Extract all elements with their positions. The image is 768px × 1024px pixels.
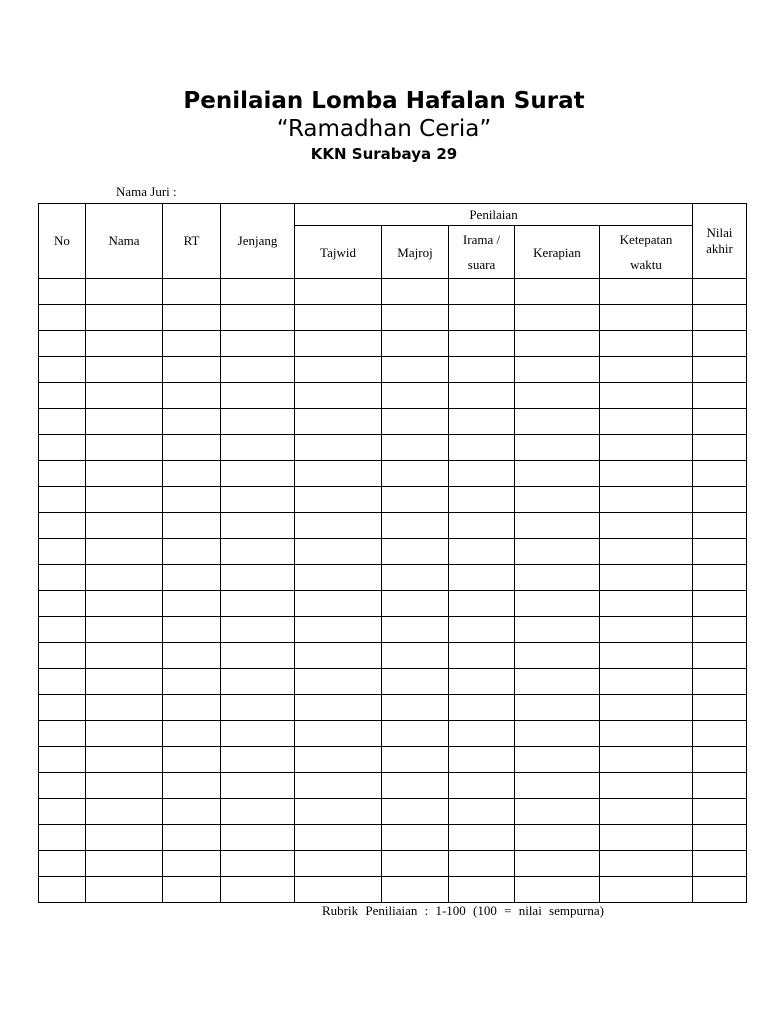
table-cell — [382, 695, 449, 721]
table-cell — [693, 643, 747, 669]
table-cell — [600, 435, 693, 461]
table-cell — [221, 617, 295, 643]
table-row — [39, 877, 747, 903]
table-cell — [39, 539, 86, 565]
table-cell — [221, 799, 295, 825]
table-cell — [221, 747, 295, 773]
table-cell — [221, 565, 295, 591]
table-cell — [449, 747, 515, 773]
table-cell — [515, 461, 600, 487]
table-cell — [382, 643, 449, 669]
table-cell — [515, 565, 600, 591]
table-cell — [600, 487, 693, 513]
organizer-label: KKN Surabaya 29 — [310, 145, 458, 163]
table-cell — [600, 305, 693, 331]
table-cell — [295, 331, 382, 357]
table-cell — [163, 487, 221, 513]
table-cell — [382, 773, 449, 799]
table-cell — [382, 513, 449, 539]
event-subtitle: “Ramadhan Ceria” — [276, 116, 492, 142]
table-cell — [600, 747, 693, 773]
table-cell — [295, 591, 382, 617]
table-cell — [449, 669, 515, 695]
table-row — [39, 279, 747, 305]
table-cell — [693, 305, 747, 331]
table-cell — [295, 357, 382, 383]
table-cell — [39, 617, 86, 643]
table-cell — [163, 565, 221, 591]
col-header-penilaian: Penilaian — [295, 204, 693, 226]
table-cell — [382, 461, 449, 487]
table-cell — [163, 695, 221, 721]
table-cell — [221, 513, 295, 539]
table-cell — [163, 773, 221, 799]
table-cell — [382, 851, 449, 877]
table-cell — [693, 617, 747, 643]
table-cell — [86, 279, 163, 305]
table-row — [39, 487, 747, 513]
table-cell — [39, 721, 86, 747]
table-cell — [600, 877, 693, 903]
table-cell — [449, 851, 515, 877]
table-cell — [163, 539, 221, 565]
table-cell — [163, 513, 221, 539]
table-cell — [693, 331, 747, 357]
table-cell — [221, 877, 295, 903]
table-cell — [449, 591, 515, 617]
table-cell — [86, 799, 163, 825]
table-cell — [163, 279, 221, 305]
table-cell — [693, 773, 747, 799]
table-cell — [449, 825, 515, 851]
nilai-akhir-line1: Nilai — [706, 225, 733, 240]
table-cell — [449, 279, 515, 305]
table-cell — [515, 773, 600, 799]
table-cell — [86, 721, 163, 747]
table-row — [39, 799, 747, 825]
rubric-note: Rubrik Peniliaian : 1-100 (100 = nilai sempurna) — [322, 903, 604, 918]
table-cell — [221, 825, 295, 851]
table-cell — [600, 591, 693, 617]
table-cell — [163, 357, 221, 383]
table-cell — [86, 851, 163, 877]
table-cell — [39, 643, 86, 669]
table-cell — [693, 383, 747, 409]
col-header-nilai-akhir — [693, 204, 747, 279]
table-row — [39, 591, 747, 617]
table-cell — [449, 721, 515, 747]
table-cell — [221, 539, 295, 565]
table-cell — [693, 461, 747, 487]
table-cell — [39, 565, 86, 591]
subcol-header-tajwid: Tajwid — [295, 226, 382, 279]
table-cell — [449, 461, 515, 487]
table-cell — [163, 461, 221, 487]
table-cell — [163, 877, 221, 903]
table-row — [39, 851, 747, 877]
col-header-rt: RT — [163, 204, 221, 279]
table-cell — [86, 773, 163, 799]
table-cell — [86, 591, 163, 617]
subcol-header-majroj: Majroj — [382, 226, 449, 279]
table-cell — [39, 357, 86, 383]
table-cell — [600, 331, 693, 357]
table-cell — [86, 565, 163, 591]
table-cell — [163, 409, 221, 435]
table-cell — [39, 851, 86, 877]
table-cell — [39, 461, 86, 487]
table-row — [39, 773, 747, 799]
table-cell — [382, 617, 449, 643]
ketepatan-line1: Ketepatan — [619, 232, 673, 247]
table-cell — [39, 695, 86, 721]
table-cell — [449, 799, 515, 825]
table-cell — [382, 279, 449, 305]
table-cell — [600, 513, 693, 539]
table-cell — [382, 721, 449, 747]
ketepatan-line2: waktu — [630, 257, 662, 272]
table-cell — [295, 773, 382, 799]
table-cell — [86, 643, 163, 669]
table-cell — [295, 279, 382, 305]
table-cell — [693, 539, 747, 565]
table-cell — [449, 877, 515, 903]
table-cell — [86, 461, 163, 487]
page-title: Penilaian Lomba Hafalan Surat — [183, 88, 585, 114]
table-cell — [295, 747, 382, 773]
table-row — [39, 539, 747, 565]
irama-line2: suara — [467, 257, 496, 272]
table-cell — [86, 747, 163, 773]
table-cell — [515, 357, 600, 383]
table-cell — [39, 513, 86, 539]
table-cell — [39, 747, 86, 773]
table-cell — [295, 435, 382, 461]
table-cell — [86, 305, 163, 331]
table-cell — [86, 357, 163, 383]
table-row — [39, 747, 747, 773]
table-cell — [693, 513, 747, 539]
table-row — [39, 617, 747, 643]
table-cell — [295, 305, 382, 331]
table-cell — [515, 279, 600, 305]
table-cell — [163, 721, 221, 747]
table-cell — [693, 409, 747, 435]
table-cell — [86, 825, 163, 851]
table-cell — [449, 513, 515, 539]
table-cell — [515, 331, 600, 357]
irama-line1: Irama / — [462, 232, 501, 247]
table-row — [39, 357, 747, 383]
table-cell — [221, 331, 295, 357]
table-cell — [163, 825, 221, 851]
table-cell — [600, 279, 693, 305]
table-cell — [39, 279, 86, 305]
table-cell — [693, 695, 747, 721]
table-cell — [221, 487, 295, 513]
table-cell — [515, 383, 600, 409]
table-cell — [163, 799, 221, 825]
table-cell — [600, 461, 693, 487]
table-cell — [600, 539, 693, 565]
table-cell — [382, 825, 449, 851]
table-cell — [515, 851, 600, 877]
table-cell — [39, 877, 86, 903]
table-cell — [39, 669, 86, 695]
table-cell — [163, 851, 221, 877]
table-cell — [163, 383, 221, 409]
table-cell — [600, 409, 693, 435]
table-cell — [600, 825, 693, 851]
table-cell — [86, 513, 163, 539]
table-cell — [382, 539, 449, 565]
scoring-table — [38, 203, 747, 903]
table-cell — [295, 513, 382, 539]
col-header-nama: Nama — [86, 204, 163, 279]
table-cell — [515, 435, 600, 461]
table-cell — [600, 773, 693, 799]
table-cell — [39, 487, 86, 513]
table-cell — [600, 617, 693, 643]
table-cell — [295, 565, 382, 591]
table-cell — [693, 487, 747, 513]
table-cell — [600, 721, 693, 747]
table-cell — [449, 773, 515, 799]
table-cell — [449, 617, 515, 643]
table-cell — [221, 851, 295, 877]
table-cell — [163, 617, 221, 643]
table-cell — [600, 669, 693, 695]
table-cell — [600, 851, 693, 877]
table-cell — [693, 435, 747, 461]
table-row — [39, 331, 747, 357]
table-cell — [86, 409, 163, 435]
table-cell — [382, 487, 449, 513]
table-cell — [382, 305, 449, 331]
table-cell — [39, 435, 86, 461]
table-cell — [515, 305, 600, 331]
table-cell — [693, 825, 747, 851]
table-cell — [515, 877, 600, 903]
table-cell — [449, 357, 515, 383]
table-cell — [449, 695, 515, 721]
table-cell — [515, 513, 600, 539]
table-cell — [295, 799, 382, 825]
table-cell — [86, 669, 163, 695]
table-cell — [693, 877, 747, 903]
table-cell — [382, 383, 449, 409]
table-cell — [515, 643, 600, 669]
table-cell — [39, 799, 86, 825]
table-cell — [86, 331, 163, 357]
table-cell — [295, 669, 382, 695]
table-cell — [449, 487, 515, 513]
table-cell — [86, 383, 163, 409]
table-cell — [515, 695, 600, 721]
table-cell — [221, 435, 295, 461]
table-cell — [86, 617, 163, 643]
table-cell — [39, 591, 86, 617]
table-cell — [86, 435, 163, 461]
table-cell — [693, 851, 747, 877]
table-row — [39, 669, 747, 695]
table-cell — [693, 591, 747, 617]
table-cell — [39, 331, 86, 357]
table-cell — [693, 721, 747, 747]
table-cell — [449, 409, 515, 435]
table-cell — [515, 825, 600, 851]
table-cell — [39, 305, 86, 331]
table-cell — [382, 747, 449, 773]
table-cell — [221, 383, 295, 409]
table-cell — [295, 383, 382, 409]
table-cell — [382, 877, 449, 903]
table-cell — [39, 773, 86, 799]
table-cell — [449, 565, 515, 591]
table-cell — [449, 331, 515, 357]
subcol-header-irama — [449, 226, 515, 279]
table-cell — [382, 435, 449, 461]
table-cell — [449, 305, 515, 331]
table-cell — [295, 643, 382, 669]
table-cell — [449, 539, 515, 565]
table-row — [39, 513, 747, 539]
table-cell — [382, 409, 449, 435]
table-cell — [163, 435, 221, 461]
table-cell — [515, 669, 600, 695]
table-cell — [221, 773, 295, 799]
table-row — [39, 461, 747, 487]
col-header-no: No — [39, 204, 86, 279]
table-cell — [515, 617, 600, 643]
table-cell — [86, 695, 163, 721]
table-row — [39, 383, 747, 409]
table-cell — [295, 409, 382, 435]
table-cell — [163, 669, 221, 695]
table-cell — [295, 539, 382, 565]
table-cell — [163, 747, 221, 773]
table-cell — [295, 877, 382, 903]
table-cell — [515, 721, 600, 747]
table-cell — [693, 565, 747, 591]
table-cell — [600, 565, 693, 591]
table-row — [39, 825, 747, 851]
table-cell — [163, 591, 221, 617]
table-cell — [382, 591, 449, 617]
table-row — [39, 305, 747, 331]
table-cell — [693, 799, 747, 825]
table-cell — [163, 643, 221, 669]
table-cell — [221, 643, 295, 669]
table-cell — [600, 643, 693, 669]
table-cell — [449, 383, 515, 409]
table-cell — [382, 331, 449, 357]
table-cell — [163, 331, 221, 357]
table-cell — [221, 409, 295, 435]
table-cell — [600, 357, 693, 383]
table-row — [39, 409, 747, 435]
table-cell — [600, 383, 693, 409]
table-cell — [39, 825, 86, 851]
table-cell — [693, 279, 747, 305]
table-cell — [221, 695, 295, 721]
table-row — [39, 435, 747, 461]
table-cell — [295, 617, 382, 643]
table-cell — [515, 799, 600, 825]
table-cell — [295, 695, 382, 721]
table-cell — [449, 643, 515, 669]
table-cell — [295, 851, 382, 877]
table-cell — [449, 435, 515, 461]
table-cell — [382, 669, 449, 695]
table-cell — [221, 461, 295, 487]
table-row — [39, 643, 747, 669]
col-header-jenjang: Jenjang — [221, 204, 295, 279]
table-cell — [382, 565, 449, 591]
table-cell — [221, 305, 295, 331]
table-cell — [515, 747, 600, 773]
table-cell — [39, 409, 86, 435]
nilai-akhir-line2: akhir — [706, 241, 733, 256]
table-cell — [163, 305, 221, 331]
table-cell — [693, 747, 747, 773]
table-cell — [221, 721, 295, 747]
table-cell — [515, 409, 600, 435]
table-cell — [382, 357, 449, 383]
table-cell — [86, 487, 163, 513]
table-cell — [600, 799, 693, 825]
table-cell — [221, 279, 295, 305]
table-cell — [515, 487, 600, 513]
table-cell — [221, 357, 295, 383]
scoring-table-body — [39, 279, 747, 903]
table-cell — [515, 591, 600, 617]
table-cell — [39, 383, 86, 409]
table-cell — [295, 825, 382, 851]
table-cell — [295, 487, 382, 513]
table-row — [39, 721, 747, 747]
subcol-header-ketepatan — [600, 226, 693, 279]
subcol-header-kerapian: Kerapian — [515, 226, 600, 279]
table-cell — [86, 877, 163, 903]
judge-name-label: Nama Juri : — [116, 184, 177, 199]
table-cell — [693, 357, 747, 383]
table-cell — [382, 799, 449, 825]
table-row — [39, 695, 747, 721]
table-cell — [221, 669, 295, 695]
table-cell — [295, 461, 382, 487]
table-cell — [515, 539, 600, 565]
table-cell — [693, 669, 747, 695]
table-cell — [86, 539, 163, 565]
table-cell — [600, 695, 693, 721]
table-cell — [221, 591, 295, 617]
table-row — [39, 565, 747, 591]
table-cell — [295, 721, 382, 747]
